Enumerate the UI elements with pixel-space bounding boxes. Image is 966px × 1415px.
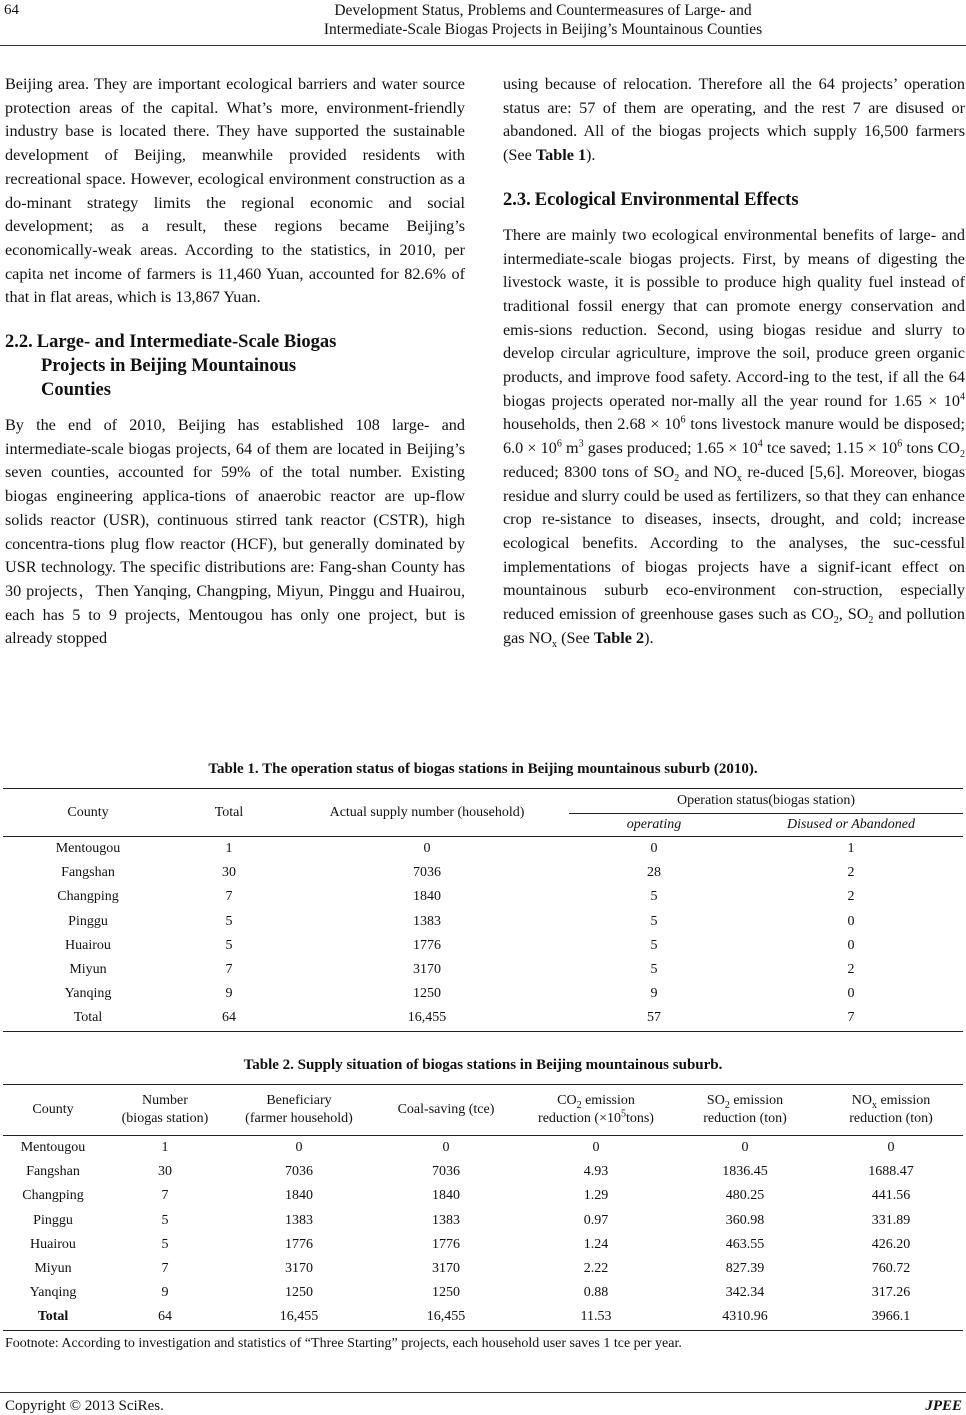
section-2-3-heading: [503, 188, 965, 212]
p2-seg-c: tons livestock manure would be disposed; 6.0 × 10: [503, 415, 965, 458]
p2-seg-a: There are mainly two ecological environmental benefits of large- and intermediate-scale biogas projects. First, by means of digesting the livestock waste, it is possible to produce high quality fuel instead of traditional fossil energy that can promote energy conservation and emis-sions reduction. Second, using biogas residue and slurry to develop circular agriculture, improve the soil, produce green organic products, and improve food safety. Accord-ing to the test, if all the 64 biogas projects operated nor-mally all the year round for 1.65 × 10: [503, 225, 965, 410]
table-cell: Total: [37, 1309, 69, 1325]
t1-header-supply: Actual supply number (household): [329, 804, 525, 820]
table-cell: 7: [161, 1261, 169, 1277]
table-cell: 1383: [432, 1212, 460, 1228]
p2-sub-1: 2: [960, 449, 965, 461]
left-paragraph-2: By the end of 2010, Beijing has established 108 large- and intermediate-scale biogas projects, 64 of them are located in Beijing’s seven counties, accounted for 59% of the total number. Existing biogas engineering applica-tions of anaerobic reactor are up-flow solids reactor (USR), continuous stirred tank reactor (CSTR), high concentra-tions plug flow reactor (HCF), but generally dominated by USR technology. The specific distributions are: Fang-shan County has 30 projects，Then Yanqing, Changping, Miyun, Pinggu and Huairou, each has 5 to 9 projects, Mentougou has only one project, but is already stopped: [5, 416, 465, 648]
t2-header-beneficiary-line-1: Beneficiary: [266, 1093, 332, 1108]
table-cell: Mentougou: [20, 1140, 86, 1156]
t1-header-operating: operating: [626, 817, 682, 832]
table-row: [3, 1305, 963, 1330]
table-cell: 1840: [413, 889, 441, 905]
table-cell: 1: [225, 841, 233, 857]
table-cell: 1250: [285, 1285, 313, 1301]
t2-header-number: [103, 1085, 227, 1136]
t2-header-nox: [819, 1085, 963, 1136]
table-cell: 5: [225, 913, 233, 929]
table-cell: 5: [650, 962, 658, 978]
table-cell: 7: [847, 1010, 855, 1026]
t2-header-so2: [671, 1085, 819, 1136]
table-row: [3, 1257, 963, 1281]
table-cell: 57: [647, 1010, 661, 1026]
t2-nox-c: reduction (ton): [849, 1111, 933, 1126]
table-1-caption: Table 1. The operation status of biogas stations in Beijing mountainous suburb (2010).: [208, 761, 758, 777]
right-column: [503, 73, 965, 650]
table-cell: Yanqing: [29, 1285, 77, 1301]
table-row: [3, 1233, 963, 1257]
table-cell: 7: [161, 1188, 169, 1204]
p2-seg-j: re-duced [5,6]. Moreover, biogas residue and slurry could be used as fertilizers, so that they can enhance crop re-sistance to diseases, insects, drought, and cold; increase ecological benefits. According to the analyses, the suc-cessful implementations of biogas projects have a signif-icant effect on mountainous suburb eco-environment con-struction, especially reduced emission of greenhouse gases such as CO: [503, 462, 965, 624]
footer-rule: [0, 1392, 966, 1393]
t2-nox-a: NO: [851, 1093, 872, 1108]
table-cell: 4310.96: [722, 1309, 768, 1325]
table-cell: 5: [650, 913, 658, 929]
p2-sub-2: 2: [674, 473, 680, 485]
section-2-2-title-line-1: Large- and Intermediate-Scale Biogas: [36, 332, 337, 353]
table-cell: 7036: [432, 1164, 460, 1180]
table-cell: 1383: [413, 913, 441, 929]
p2-sup-4: 3: [578, 438, 584, 450]
t2-header-beneficiary-line-2: (farmer household): [245, 1111, 353, 1126]
t2-co2-sup: 5: [620, 1108, 626, 1120]
table-cell: 0: [887, 1140, 895, 1156]
t2-co2-b: emission: [581, 1093, 635, 1108]
table-cell: Miyun: [69, 962, 107, 978]
p2-seg-g: tons CO: [902, 439, 960, 458]
table-cell: 1.29: [583, 1188, 609, 1204]
p2-sub-4: 2: [833, 615, 839, 627]
table-row: [3, 1209, 963, 1233]
table-cell: 0.88: [583, 1285, 609, 1301]
p2-seg-n: ).: [644, 628, 654, 647]
p2-sub-3: x: [736, 473, 742, 485]
table-cell: 16,455: [407, 1010, 447, 1026]
table-cell: 342.34: [725, 1285, 765, 1301]
table-cell: 463.55: [725, 1236, 765, 1252]
table-cell: 1: [847, 841, 855, 857]
table-cell: 2: [847, 889, 855, 905]
table-cell: 5: [650, 889, 658, 905]
p2-sup-6: 6: [897, 438, 903, 450]
t1-header-county: County: [67, 804, 109, 820]
table-cell: Huairou: [65, 937, 111, 953]
p2-seg-b: households, then 2.68 × 10: [503, 415, 681, 434]
table-cell: 480.25: [725, 1188, 765, 1204]
t2-header-county: County: [32, 1102, 74, 1117]
table-cell: 360.98: [725, 1212, 765, 1228]
right-paragraph-1-text: using because of relocation. Therefore all the 64 projects’ operation status are: 57 of them are operating, and the rest 7 are disused or abandoned. All of the biogas projects which supply 16,500 farmers (See: [503, 75, 965, 165]
t2-header-number-line-1: Number: [142, 1093, 188, 1108]
table-cell: 11.53: [580, 1309, 612, 1325]
t1-header-total: Total: [214, 804, 244, 820]
footnote: Footnote: According to investigation and statistics of “Three Starting” projects, each household user saves 1 tce per year.: [5, 1336, 682, 1351]
table-row: [3, 958, 963, 982]
left-column: [5, 73, 465, 651]
t2-co2-a: CO: [557, 1093, 577, 1108]
table-row: [3, 1136, 963, 1161]
table-row: [3, 1006, 963, 1031]
footer-journal: JPEE: [925, 1398, 962, 1414]
table-cell: 1: [161, 1140, 169, 1156]
p2-sup-5: 4: [757, 438, 763, 450]
t2-header-coal: Coal-saving (tce): [397, 1102, 495, 1117]
table-cell: 827.39: [725, 1261, 765, 1277]
table-cell: 7036: [285, 1164, 313, 1180]
table-cell: Pinggu: [33, 1212, 73, 1228]
header-rule: [0, 45, 966, 46]
table-row: [3, 910, 963, 934]
table-cell: 7: [225, 962, 233, 978]
t2-co2-c: reduction (×10: [538, 1111, 621, 1126]
table-cell: 0.97: [583, 1212, 609, 1228]
footer-copyright: Copyright © 2013 SciRes.: [5, 1398, 164, 1414]
table-cell: Fangshan: [26, 1164, 80, 1180]
table-cell: 64: [158, 1309, 172, 1325]
table-row: [3, 934, 963, 958]
table-cell: 331.89: [871, 1212, 911, 1228]
table-cell: 9: [650, 986, 658, 1002]
table-cell: 3170: [413, 962, 441, 978]
right-paragraph-1: [503, 73, 965, 168]
table-cell: 0: [650, 841, 658, 857]
table-cell: 3170: [285, 1261, 313, 1277]
table-cell: 426.20: [871, 1236, 911, 1252]
table-cell: 1776: [413, 937, 441, 953]
table-2-caption: Table 2. Supply situation of biogas stations in Beijing mountainous suburb.: [243, 1057, 723, 1073]
p2-seg-h: reduced; 8300 tons of SO: [503, 462, 675, 481]
table-cell: 760.72: [871, 1261, 911, 1277]
section-2-2-title-line-3: Counties: [41, 380, 111, 401]
table-1: [3, 788, 963, 1032]
table-cell: 2: [847, 865, 855, 881]
right-paragraph-1-end: ).: [586, 146, 596, 165]
table-cell: Changping: [57, 889, 119, 905]
table-cell: Changping: [22, 1188, 84, 1204]
table-cell: 1840: [432, 1188, 460, 1204]
table-row: [3, 982, 963, 1006]
t2-so2-b: emission: [729, 1093, 784, 1108]
table-cell: 5: [650, 937, 658, 953]
table-cell: 1776: [285, 1236, 313, 1252]
t2-nox-sub: x: [871, 1099, 877, 1111]
table-cell: 0: [592, 1140, 600, 1156]
right-paragraph-2: [503, 224, 965, 651]
section-2-2-heading: [5, 330, 465, 402]
table-cell: 2: [847, 962, 855, 978]
table-cell: Pinggu: [68, 913, 108, 929]
table-cell: 3966.1: [871, 1309, 911, 1325]
table-cell: 30: [158, 1164, 172, 1180]
t2-header-number-line-2: (biogas station): [121, 1111, 209, 1126]
p2-sub-6: x: [552, 639, 558, 650]
table-2-body: [3, 1136, 963, 1331]
p2-seg-i: and NO: [679, 462, 737, 481]
p2-seg-k: , SO: [838, 605, 869, 624]
table-cell: 317.26: [871, 1285, 911, 1301]
t2-so2-sub: 2: [724, 1099, 730, 1111]
table-cell: 0: [741, 1140, 749, 1156]
table-cell: 1840: [285, 1188, 313, 1204]
table-1-reference: Table 1: [535, 146, 587, 165]
running-header-line-1: Development Status, Problems and Countermeasures of Large- and: [334, 2, 752, 19]
table-cell: 0: [847, 913, 855, 929]
table-cell: 64: [222, 1010, 236, 1026]
table-cell: Huairou: [30, 1236, 76, 1252]
table-cell: Yanqing: [64, 986, 112, 1002]
table-cell: 0: [295, 1140, 303, 1156]
table-cell: Miyun: [34, 1261, 72, 1277]
p2-seg-f: tce saved; 1.15 × 10: [762, 439, 898, 458]
table-cell: 1776: [432, 1236, 460, 1252]
table-2-reference: Table 2: [593, 628, 645, 647]
table-cell: Mentougou: [55, 841, 121, 857]
table-cell: 9: [161, 1285, 169, 1301]
table-cell: 7036: [413, 865, 441, 881]
t2-so2-c: reduction (ton): [703, 1111, 787, 1126]
table-cell: Total: [73, 1010, 103, 1026]
table-cell: 1.24: [583, 1236, 609, 1252]
p2-sup-2: 6: [680, 415, 686, 427]
table-cell: 1836.45: [722, 1164, 768, 1180]
table-cell: 16,455: [426, 1309, 466, 1325]
table-cell: 441.56: [871, 1188, 911, 1204]
table-cell: 30: [222, 865, 236, 881]
table-cell: 5: [225, 937, 233, 953]
table-row: [3, 1184, 963, 1208]
table-cell: 16,455: [279, 1309, 319, 1325]
table-cell: 1688.47: [868, 1164, 914, 1180]
t2-co2-sub: 2: [576, 1099, 582, 1111]
section-2-3-title: Ecological Environmental Effects: [534, 189, 799, 210]
t2-nox-b: emission: [876, 1093, 931, 1108]
t2-header-beneficiary: [227, 1085, 371, 1136]
table-cell: 28: [647, 865, 661, 881]
t2-header-co2: [521, 1085, 671, 1136]
p2-seg-m: (See: [557, 628, 594, 647]
table-cell: 4.93: [583, 1164, 609, 1180]
table-cell: 2.22: [583, 1261, 609, 1277]
table-cell: 0: [847, 986, 855, 1002]
p2-sup-1: 4: [960, 391, 965, 403]
left-paragraph-1: Beijing area. They are important ecological barriers and water source protection areas of the capital. What’s more, environment-friendly industry base is located there. They have supported the sustainable development of Beijing, meanwhile provided residents with recreational space. However, ecological environment construction as a do-minant strategy limits the regional economic and social development; as a result, these regions became Beijing’s economically-weak areas. According to the statistics, in 2010, per capita net income of farmers is 11,460 Yuan, accounted for 82.6% of that in flat areas, which is 13,867 Yuan.: [5, 75, 465, 307]
running-header: [120, 1, 966, 39]
table-cell: 1383: [285, 1212, 313, 1228]
table-cell: 0: [847, 937, 855, 953]
p2-sup-3: 6: [556, 438, 562, 450]
t2-so2-a: SO: [706, 1093, 725, 1108]
table-row: [3, 1281, 963, 1305]
table-row: [3, 861, 963, 885]
table-cell: 3170: [432, 1261, 460, 1277]
table-2: [3, 1084, 963, 1331]
t2-co2-d: tons): [625, 1111, 654, 1126]
t1-header-disused: Disused or Abandoned: [786, 817, 916, 832]
p2-seg-e: gases produced; 1.65 × 10: [583, 439, 758, 458]
table-cell: 7: [225, 889, 233, 905]
running-header-line-2: Intermediate-Scale Biogas Projects in Beijing’s Mountainous Counties: [323, 21, 763, 38]
p2-seg-d: m: [561, 439, 579, 458]
table-cell: 1250: [413, 986, 441, 1002]
section-2-2-number: 2.2.: [5, 332, 33, 353]
table-cell: 0: [423, 841, 431, 857]
table-row: [3, 837, 963, 862]
table-row: [3, 885, 963, 909]
table-cell: 1250: [432, 1285, 460, 1301]
page-number: 64: [4, 2, 19, 18]
table-cell: 5: [161, 1236, 169, 1252]
table-cell: 9: [225, 986, 233, 1002]
section-2-3-number: 2.3.: [503, 189, 531, 210]
p2-sub-5: 2: [868, 615, 874, 627]
p2-seg-l: and pollution gas NO: [503, 605, 965, 647]
table-cell: 5: [161, 1212, 169, 1228]
table-cell: 0: [442, 1140, 450, 1156]
table-row: [3, 1160, 963, 1184]
section-2-2-title-line-2: Projects in Beijing Mountainous: [41, 356, 297, 377]
table-1-body: [3, 837, 963, 1032]
t1-header-status: Operation status(biogas station): [569, 789, 963, 814]
table-cell: Fangshan: [61, 865, 115, 881]
